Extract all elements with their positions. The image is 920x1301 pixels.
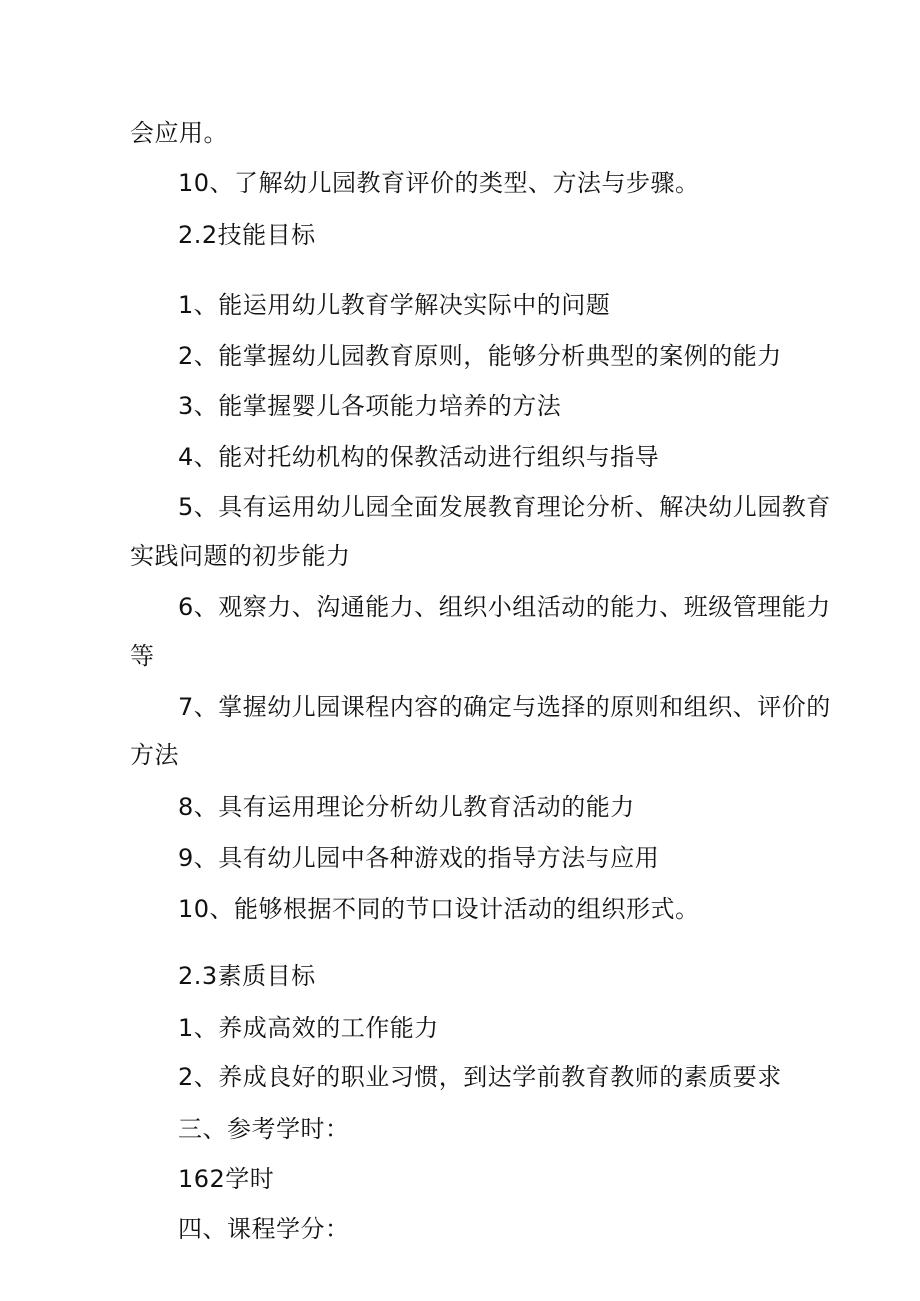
list-item: 4、能对托幼机构的保教活动进行组织与指导 [178,443,660,471]
section-heading: 2.3素质目标 [178,962,316,990]
list-item: 5、具有运用幼儿园全面发展教育理论分析、解决幼儿园教育 [178,493,831,521]
list-item: 2、能掌握幼儿园教育原则，能够分析典型的案例的能力 [178,342,782,370]
section-heading: 三、参考学时： [178,1115,350,1143]
list-item: 7、掌握幼儿园课程内容的确定与选择的原则和组织、评价的 [178,693,831,721]
list-item: 10、能够根据不同的节口设计活动的组织形式。 [178,895,700,923]
text-line: 10、了解幼儿园教育评价的类型、方法与步骤。 [178,169,700,197]
list-item-continuation: 方法 [130,741,179,769]
text-line: 162学时 [178,1165,275,1193]
list-item: 1、能运用幼儿教育学解决实际中的问题 [178,291,611,319]
list-item: 9、具有幼儿园中各种游戏的指导方法与应用 [178,844,660,872]
list-item: 3、能掌握婴儿各项能力培养的方法 [178,392,562,420]
list-item: 2、养成良好的职业习惯，到达学前教育教师的素质要求 [178,1063,782,1091]
text-line: 会应用。 [130,119,228,147]
list-item-continuation: 实践问题的初步能力 [130,542,351,570]
section-heading: 四、课程学分： [178,1215,350,1243]
list-item: 6、观察力、沟通能力、组织小组活动的能力、班级管理能力 [178,593,831,621]
section-heading: 2.2技能目标 [178,221,316,249]
list-item: 8、具有运用理论分析幼儿教育活动的能力 [178,793,635,821]
list-item: 1、养成高效的工作能力 [178,1014,439,1042]
list-item-continuation: 等 [130,642,155,670]
